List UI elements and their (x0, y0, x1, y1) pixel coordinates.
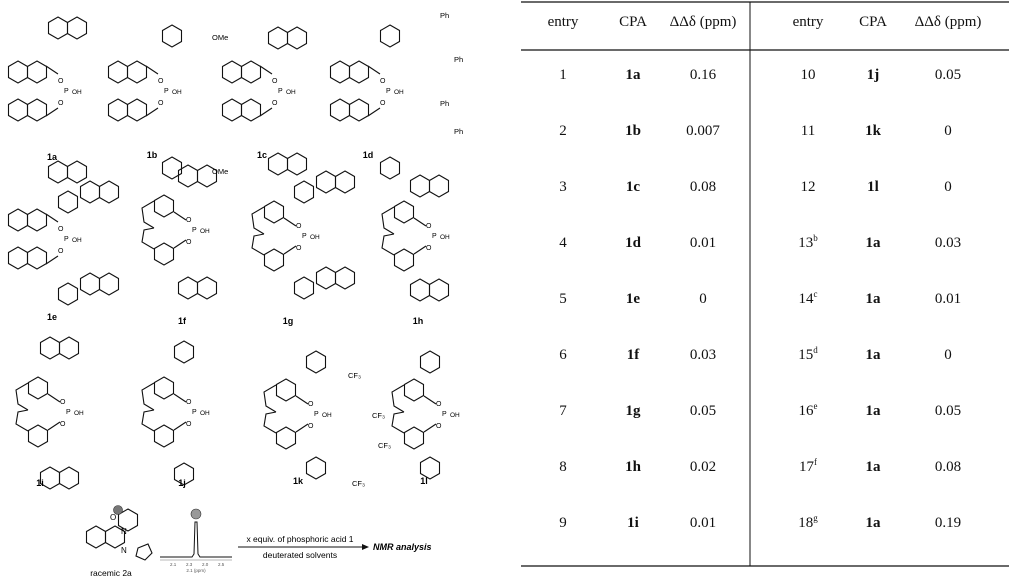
table-row (559, 179, 716, 195)
reagent-label: x equiv. of phosphoric acid 1 (246, 534, 354, 544)
phosphorus-label: P (192, 409, 197, 416)
delta-cell: 0 (944, 123, 952, 139)
substrate-label: racemic 2a (90, 568, 132, 578)
delta-cell: 0.01 (934, 291, 962, 307)
oxygen-label: O (186, 239, 192, 246)
delta-cell: 0.01 (689, 515, 717, 531)
substituent-label: Ph (440, 11, 450, 20)
oxygen-label: O (60, 399, 66, 406)
cpa-cell: 1a (865, 403, 881, 419)
oxygen-label: O (296, 223, 302, 230)
table-row (559, 291, 707, 307)
table-row (559, 347, 716, 363)
substituent-label: CF₃ (352, 479, 366, 488)
table-row (559, 123, 720, 139)
cpa-cell: 1c (625, 179, 641, 195)
compound-label: 1l (420, 476, 428, 486)
cpa-cell: 1d (625, 235, 641, 251)
hydroxyl-label: OH (440, 234, 450, 241)
cpa-cell: 1a (865, 235, 881, 251)
structures-svg (0, 0, 505, 580)
entry-cell: 17$^f$ (799, 457, 817, 475)
compound-1k-structure (264, 351, 332, 486)
compound-1f-structure (142, 165, 217, 326)
cpa-cell: 1a (625, 67, 641, 83)
entry-cell: 10 (800, 67, 816, 83)
entry-cell: 15$^d$ (798, 345, 818, 363)
substrate-2a-structure (87, 506, 153, 561)
oxygen-label: O (426, 223, 432, 230)
phosphorus-label: P (64, 88, 69, 95)
phosphorus-label: P (66, 409, 71, 416)
entry-cell: 7 (559, 403, 567, 419)
cpa-cell: 1e (625, 291, 641, 307)
reaction-scheme (87, 506, 432, 579)
entry-cell: 8 (559, 459, 567, 475)
hydroxyl-label: OH (310, 234, 320, 241)
substituent-label: CF₃ (348, 371, 362, 380)
hydroxyl-label: OH (172, 89, 182, 96)
compound-label: 1d (362, 150, 374, 160)
compound-1j-structure (142, 341, 210, 488)
hydroxyl-label: OH (74, 410, 84, 417)
substituent-label: OMe (212, 33, 229, 42)
phosphorus-label: P (386, 88, 391, 95)
table-row (559, 515, 716, 531)
table-row (801, 67, 962, 83)
entry-cell: 3 (559, 179, 567, 195)
delta-cell: 0 (944, 347, 952, 363)
table-row (798, 233, 961, 251)
compound-label: 1e (46, 312, 58, 322)
compound-label: 1i (36, 478, 44, 488)
hydroxyl-label: OH (394, 89, 404, 96)
entry-cell: 14$^c$ (798, 289, 818, 307)
substituent-label: CF₃ (372, 411, 386, 420)
entry-cell: 13$^b$ (798, 233, 818, 251)
highlight-atom-icon (191, 509, 201, 519)
compound-label: 1b (146, 150, 158, 160)
cpa-cell: 1i (627, 515, 639, 531)
phosphorus-label: P (278, 88, 283, 95)
delta-cell: 0.01 (689, 235, 717, 251)
table-row (799, 289, 962, 307)
oxygen-label: O (272, 100, 278, 107)
hydroxyl-label: OH (72, 237, 82, 244)
delta-cell: 0.08 (689, 179, 717, 195)
compound-1i-structure (16, 337, 84, 489)
table-header: CPA (619, 14, 647, 30)
compound-label: 1j (178, 478, 186, 488)
nmr-spectrum (160, 509, 232, 573)
oxygen-label: O (58, 248, 64, 255)
hydroxyl-label: OH (200, 228, 210, 235)
compound-label: 1a (46, 152, 58, 162)
svg-text:O: O (110, 513, 117, 522)
delta-cell: 0.08 (934, 459, 962, 475)
table-row (799, 401, 962, 419)
table-header: entry (547, 14, 579, 30)
entry-cell: 9 (559, 515, 567, 531)
delta-cell: 0.05 (934, 403, 962, 419)
delta-cell: 0.05 (689, 403, 717, 419)
cpa-cell: 1a (865, 291, 881, 307)
table-header: ΔΔδ (ppm) (669, 14, 737, 30)
oxygen-label: O (60, 421, 66, 428)
oxygen-label: O (186, 217, 192, 224)
compound-label: 1k (292, 476, 304, 486)
cpa-cell: 1a (865, 347, 881, 363)
delta-cell: 0.03 (689, 347, 717, 363)
phosphorus-label: P (192, 227, 197, 234)
cpa-cell: 1a (865, 515, 881, 531)
table-row (798, 513, 961, 531)
hydroxyl-label: OH (450, 412, 460, 419)
table-header: entry (792, 14, 824, 30)
hydroxyl-label: OH (286, 89, 296, 96)
delta-cell: 0.007 (686, 123, 720, 139)
table-row (559, 67, 716, 83)
result-label: NMR analysis (373, 542, 432, 552)
table-row (559, 403, 716, 419)
cpa-cell: 1g (625, 403, 641, 419)
cpa-cell: 1j (866, 67, 880, 83)
compound-1c-structure (223, 27, 307, 175)
structures-panel (0, 0, 505, 580)
cpa-cell: 1h (625, 459, 641, 475)
hydroxyl-label: OH (200, 410, 210, 417)
entry-cell: 5 (559, 291, 567, 307)
compound-label: 1f (177, 316, 187, 326)
oxygen-label: O (308, 401, 314, 408)
substituent-label: OMe (212, 167, 229, 176)
table-row (559, 235, 716, 251)
delta-cell: 0.03 (934, 235, 962, 251)
oxygen-label: O (380, 100, 386, 107)
oxygen-label: O (58, 226, 64, 233)
entry-cell: 16e (798, 401, 818, 419)
hydroxyl-label: OH (322, 412, 332, 419)
delta-cell: 0.16 (689, 67, 717, 83)
compound-1h-structure (382, 175, 450, 326)
phosphorus-label: P (302, 233, 307, 240)
oxygen-label: O (436, 423, 442, 430)
compound-1a-structure (9, 17, 87, 183)
oxygen-label: O (308, 423, 314, 430)
solvent-label: deuterated solvents (262, 550, 338, 560)
compound-1g-structure (252, 171, 355, 326)
cpa-cell: 1a (865, 459, 881, 475)
cpa-cell: 1b (625, 123, 641, 139)
cpa-cell: 1f (626, 347, 640, 363)
entry-cell: 11 (800, 123, 816, 139)
compound-label: 1h (412, 316, 424, 326)
oxygen-label: O (158, 78, 164, 85)
table-row (798, 345, 952, 363)
spectrum-axis-label: 2.1 (ppm) (186, 568, 206, 573)
oxygen-label: O (426, 245, 432, 252)
delta-cell: 0.02 (689, 459, 717, 475)
compound-1l-structure (392, 351, 460, 486)
delta-cell: 0.19 (934, 515, 962, 531)
compound-1d-structure (331, 25, 405, 179)
compound-1b-structure (109, 25, 183, 179)
substituent-label: Ph (454, 127, 464, 136)
oxygen-label: O (296, 245, 302, 252)
table-header: ΔΔδ (ppm) (914, 14, 982, 30)
entry-cell: 1 (559, 67, 567, 83)
table-row (801, 123, 952, 139)
entry-cell: 2 (559, 123, 567, 139)
compound-label: 1c (256, 150, 268, 160)
delta-cell: 0.05 (934, 67, 962, 83)
hydroxyl-label: OH (72, 89, 82, 96)
oxygen-label: O (186, 421, 192, 428)
phosphorus-label: P (164, 88, 169, 95)
oxygen-label: O (58, 78, 64, 85)
oxygen-label: O (158, 100, 164, 107)
substituent-label: Ph (454, 55, 464, 64)
delta-cell: 0 (944, 179, 952, 195)
svg-text:N: N (121, 546, 127, 555)
entry-cell: 6 (559, 347, 567, 363)
phosphorus-label: P (432, 233, 437, 240)
table-header: CPA (859, 14, 887, 30)
oxygen-label: O (58, 100, 64, 107)
cpa-cell: 1l (867, 179, 879, 195)
substituent-label: CF₃ (378, 441, 392, 450)
table-row (799, 457, 961, 475)
oxygen-label: O (436, 401, 442, 408)
compound-label: 1g (282, 316, 294, 326)
delta-cell: 0 (699, 291, 707, 307)
table-row (559, 459, 716, 475)
compound-1e-structure (9, 181, 119, 322)
results-table (505, 0, 1009, 580)
entry-cell: 18$^g$ (798, 513, 818, 531)
svg-text:2.12.32.02.5: 2.1 2.3 2.0 2.5 (170, 562, 225, 567)
cpa-cell: 1k (865, 123, 881, 139)
svg-text:N: N (121, 527, 127, 536)
phosphorus-label: P (442, 411, 447, 418)
table-svg (505, 0, 1009, 580)
phosphorus-label: P (64, 236, 69, 243)
oxygen-label: O (272, 78, 278, 85)
entry-cell: 4 (559, 235, 567, 251)
entry-cell: 12 (800, 179, 816, 195)
oxygen-label: O (380, 78, 386, 85)
oxygen-label: O (186, 399, 192, 406)
phosphorus-label: P (314, 411, 319, 418)
table-row (801, 179, 952, 195)
substituent-label: Ph (440, 99, 450, 108)
